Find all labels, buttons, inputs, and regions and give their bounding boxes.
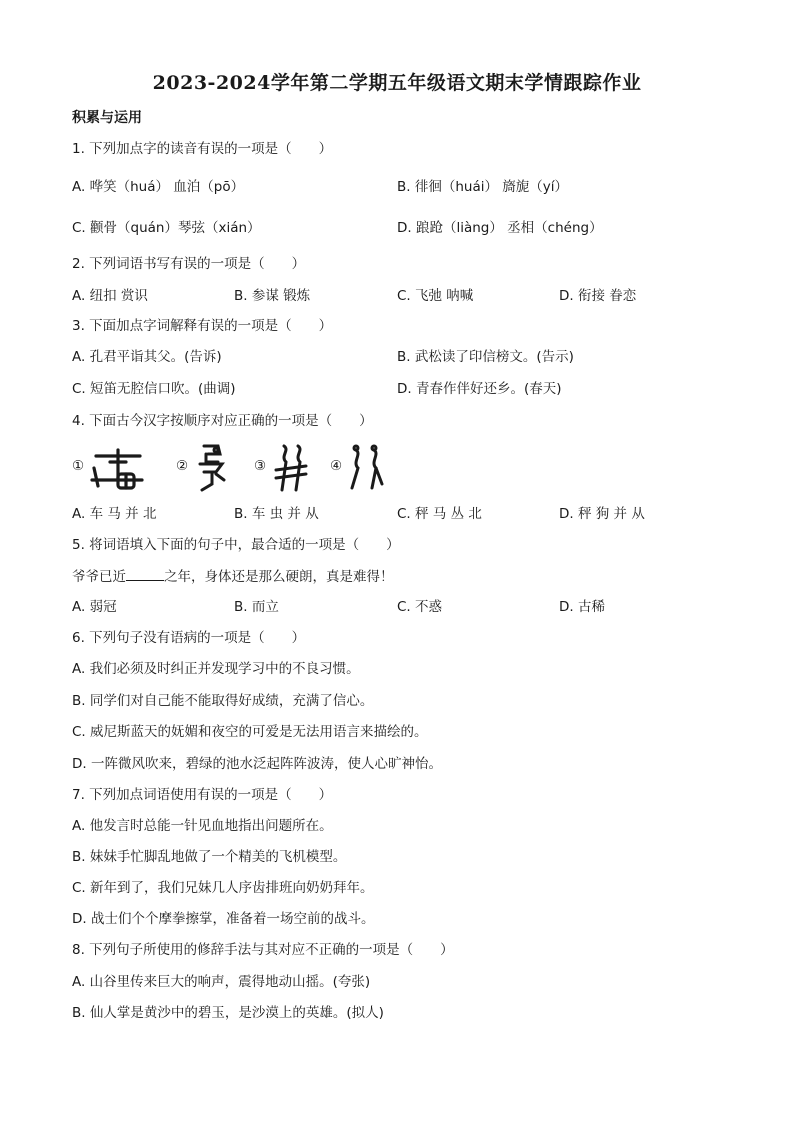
glyph-number-2: ② (176, 458, 189, 474)
ancient-glyph-1-image (88, 440, 146, 496)
q7-stem: 7. 下列加点词语使用有误的一项是（ ） (72, 787, 333, 803)
q4-option-a: A. 车 马 并 北 (72, 506, 157, 522)
fill-in-blank (126, 568, 164, 581)
q6-option-c: C. 威尼斯蓝天的妩媚和夜空的可爱是无法用语言来描绘的。 (72, 724, 428, 740)
q1-option-a: A. 哗笑（huá） 血泊（pō） (72, 179, 245, 195)
q5-sentence-start: 爷爷已近 (72, 569, 126, 585)
ancient-glyph-4-image (346, 440, 386, 496)
q3-option-d: D. 青春作伴好还乡。(春天) (397, 381, 562, 397)
q5-stem: 5. 将词语填入下面的句子中，最合适的一项是（ ） (72, 537, 400, 553)
section-heading: 积累与运用 (72, 110, 142, 126)
q6-option-d: D. 一阵微风吹来，碧绿的池水泛起阵阵波涛，使人心旷神怡。 (72, 756, 442, 772)
q4-option-d: D. 秤 狗 并 从 (559, 506, 645, 522)
q3-option-b: B. 武松读了印信榜文。(告示) (397, 349, 574, 365)
q1-option-d: D. 踉跄（liàng） 丞相（chéng） (397, 220, 603, 236)
q3-stem: 3. 下面加点字词解释有误的一项是（ ） (72, 318, 333, 334)
q4-option-b: B. 车 虫 并 从 (234, 506, 319, 522)
q8-stem: 8. 下列句子所使用的修辞手法与其对应不正确的一项是（ ） (72, 942, 454, 958)
q2-option-a: A. 纽扣 赏识 (72, 288, 148, 304)
q3-option-c: C. 短笛无腔信口吹。(曲调) (72, 381, 236, 397)
q7-option-d: D. 战士们个个摩拳擦掌，准备着一场空前的战斗。 (72, 911, 375, 927)
document-title: 2023-2024学年第二学期五年级语文期末学情跟踪作业 (152, 72, 642, 94)
q6-option-a: A. 我们必须及时纠正并发现学习中的不良习惯。 (72, 661, 360, 677)
q8-option-b: B. 仙人掌是黄沙中的碧玉，是沙漠上的英雄。(拟人) (72, 1005, 384, 1021)
q3-option-a: A. 孔君平诣其父。(告诉) (72, 349, 222, 365)
ancient-glyph-3-image (270, 440, 310, 496)
q2-stem: 2. 下列词语书写有误的一项是（ ） (72, 256, 306, 272)
q2-option-b: B. 参谋 锻炼 (234, 288, 311, 304)
q6-stem: 6. 下列句子没有语病的一项是（ ） (72, 630, 306, 646)
q7-option-b: B. 妹妹手忙脚乱地做了一个精美的飞机模型。 (72, 849, 347, 865)
glyph-number-4: ④ (330, 458, 343, 474)
glyph-number-1: ① (72, 458, 85, 474)
q4-option-c: C. 秤 马 丛 北 (397, 506, 482, 522)
q5-sentence (72, 568, 394, 586)
q6-option-b: B. 同学们对自己能不能取得好成绩，充满了信心。 (72, 693, 374, 709)
q5-option-d: D. 古稀 (559, 599, 605, 615)
glyph-number-3: ③ (254, 458, 267, 474)
q8-option-a: A. 山谷里传来巨大的响声，震得地动山摇。(夸张) (72, 974, 371, 990)
q1-stem: 1. 下列加点字的读音有误的一项是（ ） (72, 141, 333, 157)
q4-stem: 4. 下面古今汉字按顺序对应正确的一项是（ ） (72, 413, 373, 429)
q1-option-c: C. 颧骨（quán）琴弦（xián） (72, 220, 261, 236)
q1-option-b: B. 徘徊（huái） 旖旎（yí） (397, 179, 569, 195)
q5-option-a: A. 弱冠 (72, 599, 117, 615)
q2-option-c: C. 飞弛 呐喊 (397, 288, 474, 304)
q7-option-c: C. 新年到了，我们兄妹几人序齿排班向奶奶拜年。 (72, 880, 374, 896)
q7-option-a: A. 他发言时总能一针见血地指出问题所在。 (72, 818, 333, 834)
ancient-glyphs-row (72, 440, 412, 496)
ancient-glyph-2-image (192, 440, 232, 496)
q5-sentence-end: 之年，身体还是那么硬朗，真是难得！ (164, 569, 394, 585)
q5-option-c: C. 不惑 (397, 599, 443, 615)
q2-option-d: D. 衔接 眷恋 (559, 288, 637, 304)
q5-option-b: B. 而立 (234, 599, 279, 615)
